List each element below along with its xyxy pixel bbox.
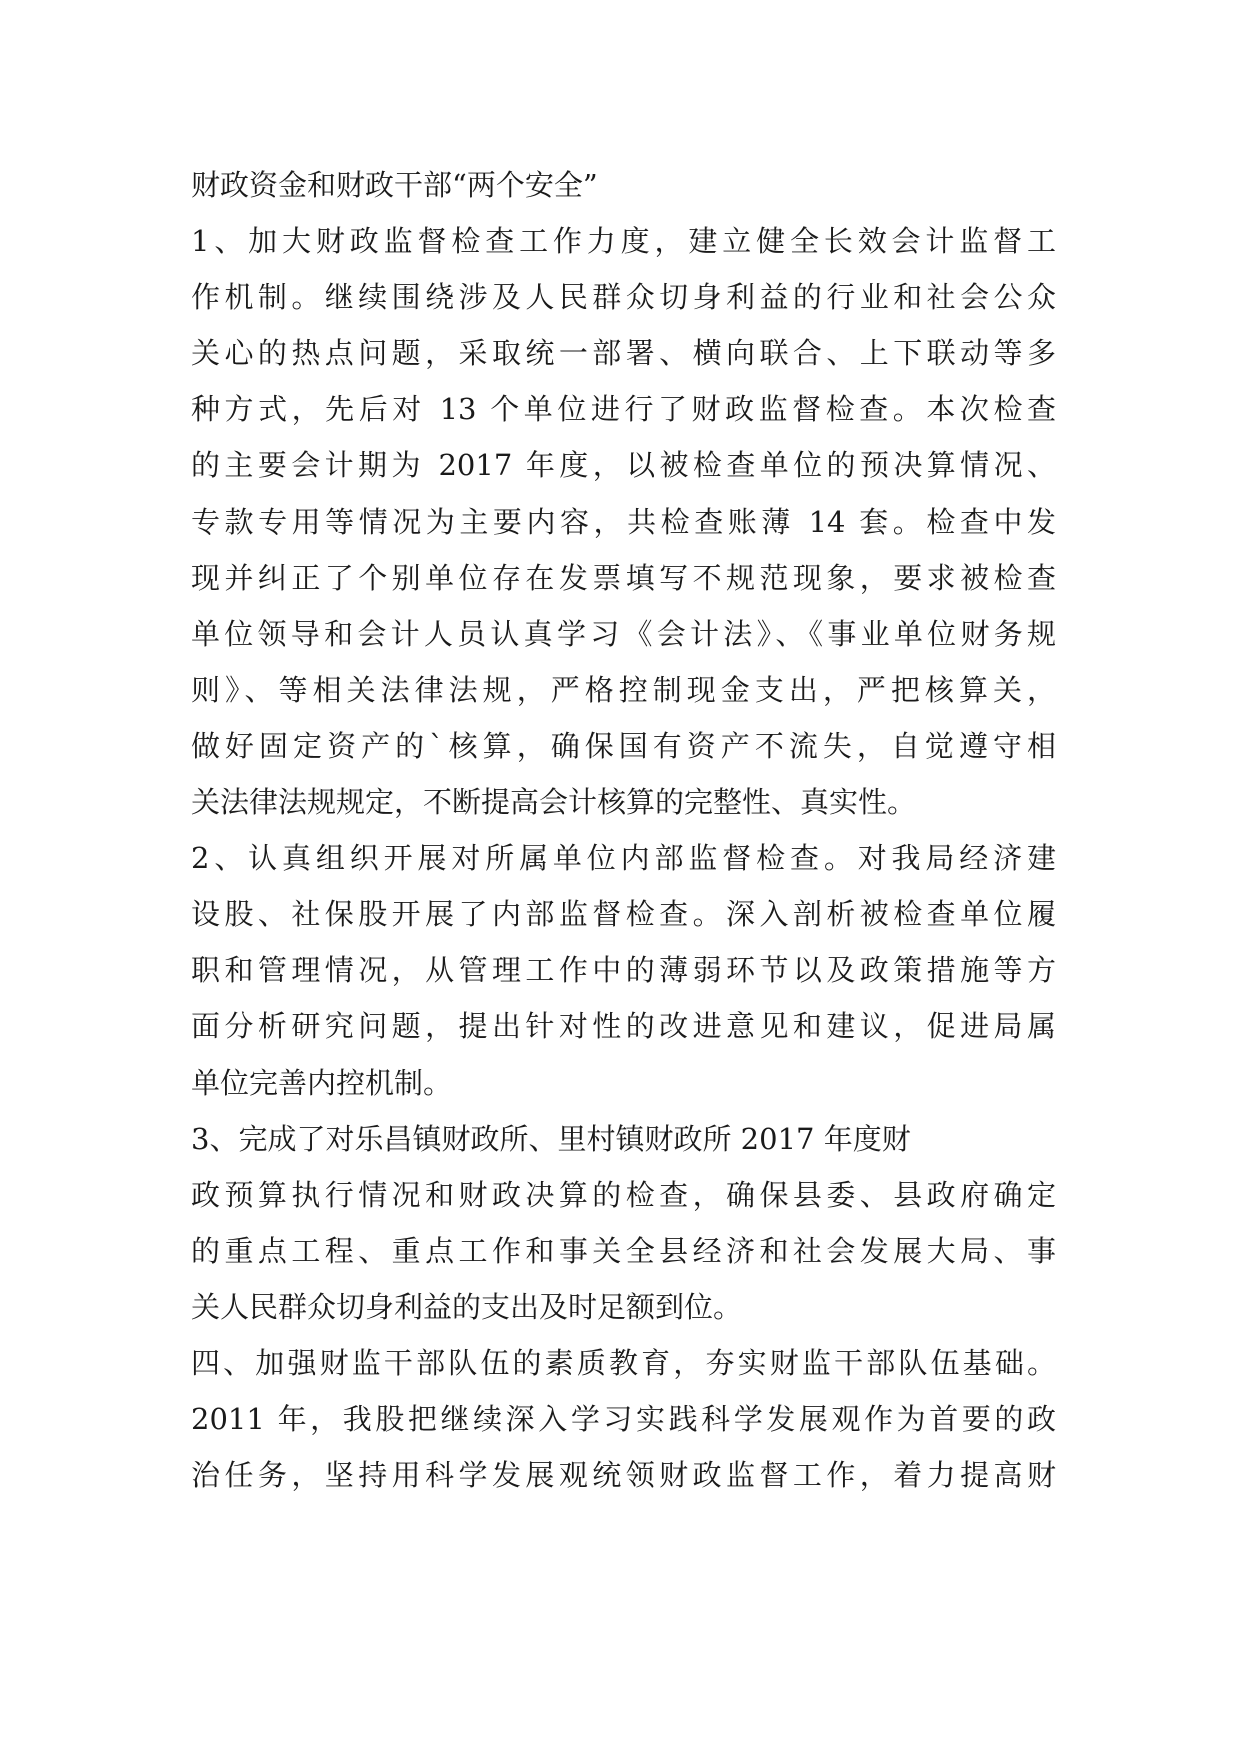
text-line: 政预算执行情况和财政决算的检查，确保县委、县政府确定 [191,1177,1056,1212]
document-body [191,157,1056,1503]
text-line: 2、认真组织开展对所属单位内部监督检查。对我局经济建 [191,841,1056,876]
text-line: 关心的热点问题，采取统一部署、横向联合、上下联动等多 [191,336,1056,371]
text-line: 治任务，坚持用科学发展观统领财政监督工作，着力提高财 [191,1458,1056,1493]
text-line: 的重点工程、重点工作和事关全县经济和社会发展大局、事 [191,1233,1056,1268]
text-line: 单位完善内控机制。 [191,1065,453,1100]
text-line: 种方式，先后对 13 个单位进行了财政监督检查。本次检查 [191,392,1056,427]
text-line: 则》、等相关法律法规，严格控制现金支出，严把核算关， [191,672,1056,707]
text-line: 1、加大财政监督检查工作力度，建立健全长效会计监督工 [191,224,1056,259]
text-line: 的主要会计期为 2017 年度，以被检查单位的预决算情况、 [191,448,1056,483]
text-line: 专款专用等情况为主要内容，共检查账薄 14 套。检查中发 [191,504,1056,539]
text-line: 2011 年，我股把继续深入学习实践科学发展观作为首要的政 [191,1402,1056,1437]
text-line: 关人民群众切身利益的支出及时足额到位。 [191,1289,743,1324]
text-line: 职和管理情况，从管理工作中的薄弱环节以及政策措施等方 [191,953,1056,988]
text-line: 关法律法规规定，不断提高会计核算的完整性、真实性。 [191,785,917,820]
text-line: 现并纠正了个别单位存在发票填写不规范现象，要求被检查 [191,560,1056,595]
text-line: 3、完成了对乐昌镇财政所、里村镇财政所 2017 年度财 [191,1121,911,1156]
text-line: 四、加强财监干部队伍的素质教育，夯实财监干部队伍基础。 [191,1345,1056,1380]
text-line: 财政资金和财政干部“两个安全” [191,168,598,202]
text-line: 单位领导和会计人员认真学习《会计法》、《事业单位财务规 [191,616,1056,651]
text-line: 设股、社保股开展了内部监督检查。深入剖析被检查单位履 [191,897,1056,932]
text-line: 面分析研究问题，提出针对性的改进意见和建议，促进局属 [191,1009,1056,1044]
text-line: 作机制。继续围绕涉及人民群众切身利益的行业和社会公众 [191,280,1056,315]
text-line: 做好固定资产的`核算，确保国有资产不流失，自觉遵守相 [191,728,1056,763]
